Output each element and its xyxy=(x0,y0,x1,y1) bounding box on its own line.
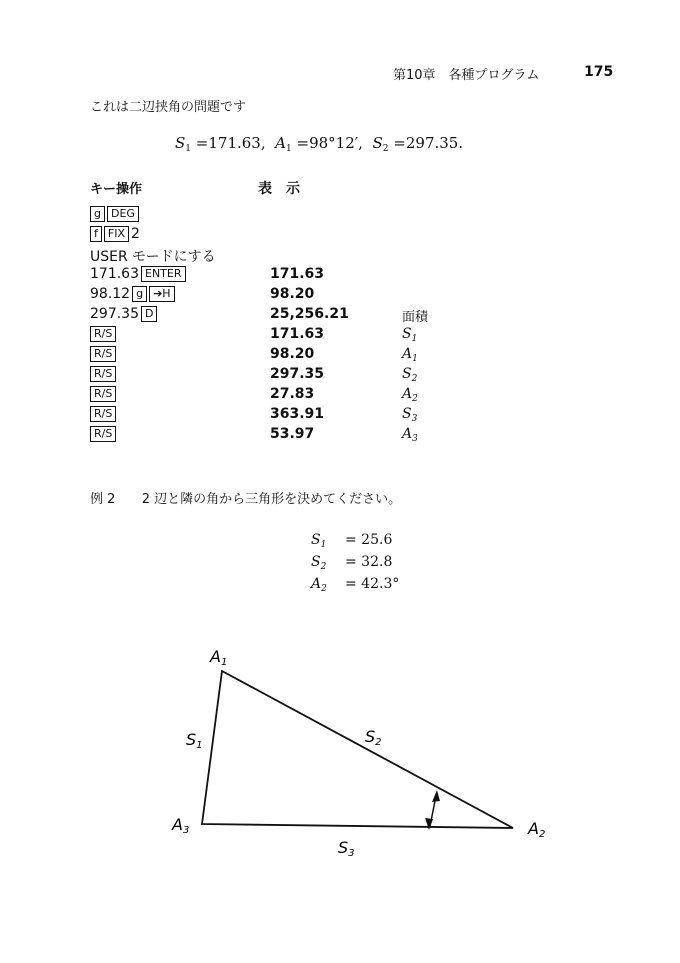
side-s2-label: S2 xyxy=(365,727,382,748)
note-subscript: 1 xyxy=(412,354,418,364)
keystroke-prefix: 98.12 xyxy=(90,286,131,302)
given-value: = 42.3° xyxy=(345,576,400,592)
note-symbol: S xyxy=(402,406,412,422)
display-value: 171.63 xyxy=(270,266,325,282)
a1-value: =98°12′, xyxy=(296,134,363,152)
given-value: = 25.6 xyxy=(345,532,393,548)
display-value: 27.83 xyxy=(270,386,315,402)
display-value: 171.63 xyxy=(270,326,325,342)
calculator-key: R/S xyxy=(90,326,116,342)
vertex-a3-label: A3 xyxy=(172,815,190,836)
calculator-key: R/S xyxy=(90,426,116,442)
a1-symbol: A xyxy=(275,134,287,152)
given-value: = 32.8 xyxy=(345,554,393,570)
note-symbol: A xyxy=(402,386,413,402)
display-value: 53.97 xyxy=(270,426,315,442)
keystroke-prefix: 297.35 xyxy=(90,306,139,322)
calculator-key: FIX xyxy=(104,226,129,242)
display-value: 98.20 xyxy=(270,346,315,362)
keystroke-prefix: USER モードにする xyxy=(90,249,216,265)
chapter-title: 第10章 各種プログラム xyxy=(393,68,540,83)
calculator-key: D xyxy=(141,306,157,322)
s1-subscript: 1 xyxy=(185,144,192,154)
note-subscript: 2 xyxy=(412,394,418,404)
calculator-key: g xyxy=(90,206,105,222)
note-symbol: A xyxy=(402,426,413,442)
note-symbol: A xyxy=(402,346,413,362)
s2-symbol: S xyxy=(372,134,383,152)
calculator-key: R/S xyxy=(90,406,116,422)
column-header-keys: キー操作 xyxy=(90,182,143,197)
side-s3-label: S3 xyxy=(338,838,355,859)
calculator-key: R/S xyxy=(90,346,116,362)
example-text: 2 辺と隣の角から三角形を決めてください。 xyxy=(141,492,402,507)
example-label: 例 2 xyxy=(90,492,116,507)
given-subscript: 2 xyxy=(321,584,327,594)
given-symbol: S xyxy=(311,554,321,570)
s2-value: =297.35. xyxy=(393,134,464,152)
vertex-a2-label: A2 xyxy=(528,819,546,840)
calculator-key: DEG xyxy=(107,206,139,222)
calculator-key: f xyxy=(90,226,102,242)
display-value: 363.91 xyxy=(270,406,325,422)
vertex-a1-label: A1 xyxy=(210,647,228,668)
column-header-display: 表 示 xyxy=(258,181,300,197)
given-symbol: S xyxy=(311,532,321,548)
a1-subscript: 1 xyxy=(286,144,292,154)
keystroke-suffix: 2 xyxy=(130,226,140,242)
given-subscript: 2 xyxy=(320,562,327,572)
keystroke-prefix: 171.63 xyxy=(90,266,139,282)
note-subscript: 1 xyxy=(411,334,418,344)
note-symbol: 面積 xyxy=(402,310,429,325)
display-value: 25,256.21 xyxy=(270,306,349,322)
calculator-key: g xyxy=(132,286,147,302)
given-symbol: A xyxy=(311,576,322,592)
note-subscript: 3 xyxy=(412,434,418,444)
side-s1-label: S1 xyxy=(186,730,203,751)
calculator-key: ➔H xyxy=(149,286,175,302)
note-subscript: 3 xyxy=(411,414,418,424)
calculator-key: ENTER xyxy=(141,266,186,282)
s1-symbol: S xyxy=(175,134,186,152)
triangle-outline xyxy=(202,671,513,828)
calculator-key: R/S xyxy=(90,366,116,382)
angle-arrow-head-top xyxy=(432,790,440,802)
calculator-key: R/S xyxy=(90,386,116,402)
note-subscript: 2 xyxy=(411,374,418,384)
s2-subscript: 2 xyxy=(382,144,389,154)
note-symbol: S xyxy=(402,366,412,382)
page-number: 175 xyxy=(584,64,614,80)
intro-text: これは二辺挟角の問題です xyxy=(90,100,247,115)
display-value: 98.20 xyxy=(270,286,315,302)
given-subscript: 1 xyxy=(320,540,327,550)
note-symbol: S xyxy=(402,326,412,342)
s1-value: =171.63, xyxy=(195,134,266,152)
display-value: 297.35 xyxy=(270,366,325,382)
angle-arrow-head-bottom xyxy=(425,818,433,830)
